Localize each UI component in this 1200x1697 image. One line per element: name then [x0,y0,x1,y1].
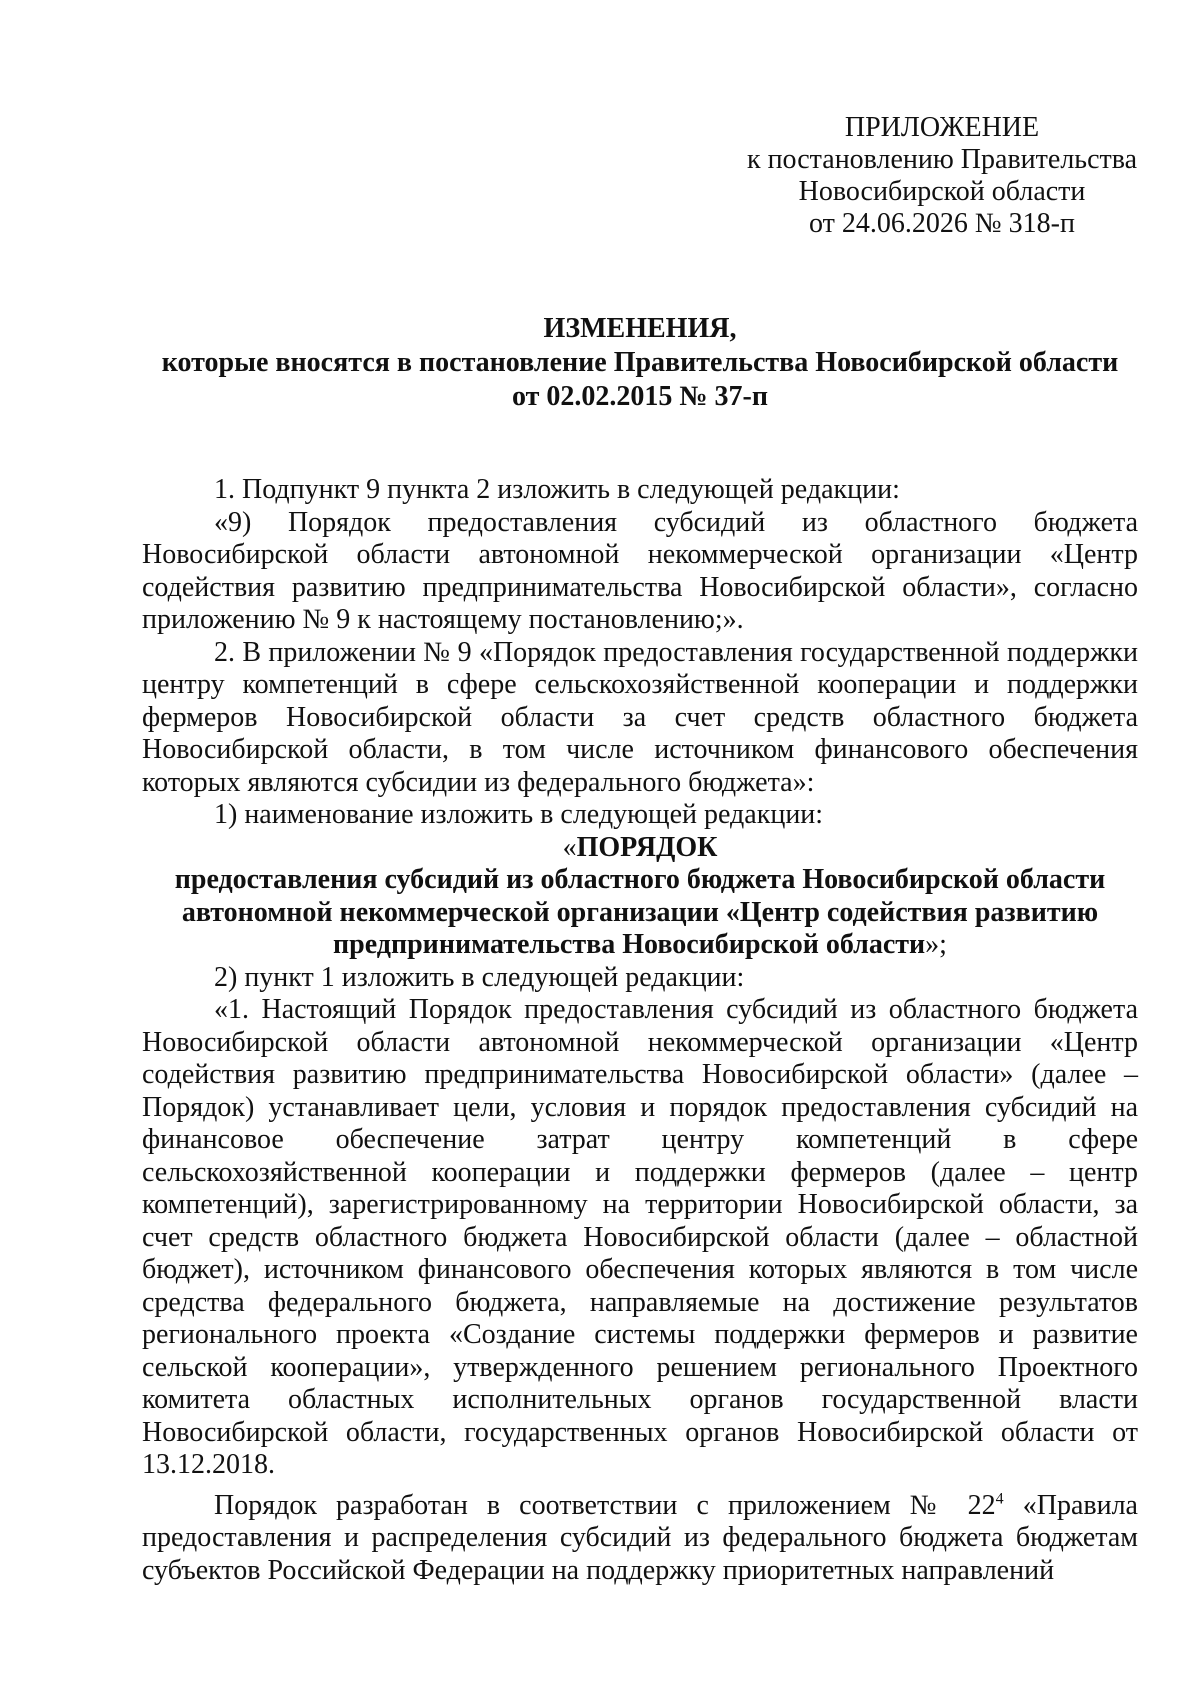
paragraph-6: «1. Настоящий Порядок предоставления субсидий из областного бюджета Новосибирской области автономной некоммерческой организации «Центр содействия развитию предпринимательства Новосибирской области» (далее – Порядок) устанавливает цели, условия и порядок предоставления субсидий на финансовое обеспечение затрат центру компетенций в сфере сельскохозяйственной кооперации и поддержки фермеров (далее – центр компетенций), зарегистрированному на территории Новосибирской области, за счет средств областного бюджета Новосибирской области (далее – областной бюджет), источником финансового обеспечения которых являются в том числе средства федерального бюджета, направляемые на достижение результатов регионального проекта «Создание системы поддержки фермеров и развитие сельской кооперации», утвержденного решением регионального Проектного комитета областных исполнительных органов государственной власти Новосибирской области, государственных органов Новосибирской области от 13.12.2018. [142,994,1138,1480]
document-body [142,474,1138,1587]
heading-subtitle: которые вносятся в постановление Правительства Новосибирской области [161,347,1119,378]
attachment-line-3: от 24.06.2026 № 318-п [809,208,1075,239]
order-title: ПОРЯДОК [576,831,718,863]
footnote-superscript: 4 [995,1490,1004,1508]
attachment-title: ПРИЛОЖЕНИЕ [844,112,1040,143]
document-heading [142,312,1138,414]
attachment-line-2: Новосибирской области [798,176,1086,207]
paragraph-7-part-a: Порядок разработан в соответствии с приложением № 22 [214,1489,996,1521]
paragraph-5: 2) пункт 1 изложить в следующей редакции: [214,961,745,993]
order-open-quote: « [562,831,577,863]
heading-reference: от 02.02.2015 № 37-п [512,381,768,412]
paragraph-4: 1) наименование изложить в следующей редакции: [214,799,824,830]
order-line-2: автономной некоммерческой организации «Центр содействия развитию [181,896,1099,928]
order-line-3: предпринимательства Новосибирской области [333,929,926,960]
order-close-quote: »; [925,929,947,960]
paragraph-2: «9) Порядок предоставления субсидий из областного бюджета Новосибирской области автономной некоммерческой организации «Центр содействия развитию предпринимательства Новосибирской области», согласно приложению № 9 к настоящему постановлению;». [142,506,1138,635]
attachment-line-1: к постановлению Правительства [746,144,1138,175]
paragraph-1: 1. Подпункт 9 пункта 2 изложить в следующей редакции: [214,474,900,505]
order-line-1: предоставления субсидий из областного бюджета Новосибирской области [174,864,1106,895]
heading-title: ИЗМЕНЕНИЯ, [543,313,737,344]
paragraph-3: 2. В приложении № 9 «Порядок предоставления государственной поддержки центру компетенций в сфере сельскохозяйственной кооперации и поддержки фермеров Новосибирской области за счет средств областного бюджета Новосибирской области, в том числе источником финансового обеспечения которых являются субсидии из федерального бюджета»: [142,636,1138,798]
paragraph-7 [142,1490,1138,1588]
attachment-block [742,112,1142,240]
paragraph-7-part-b: «Правила предоставления и распределения субсидий из федерального бюджета бюджетам субъектов Российской Федерации на поддержку приоритетных направлений [142,1489,1138,1586]
order-title-block [142,832,1138,962]
